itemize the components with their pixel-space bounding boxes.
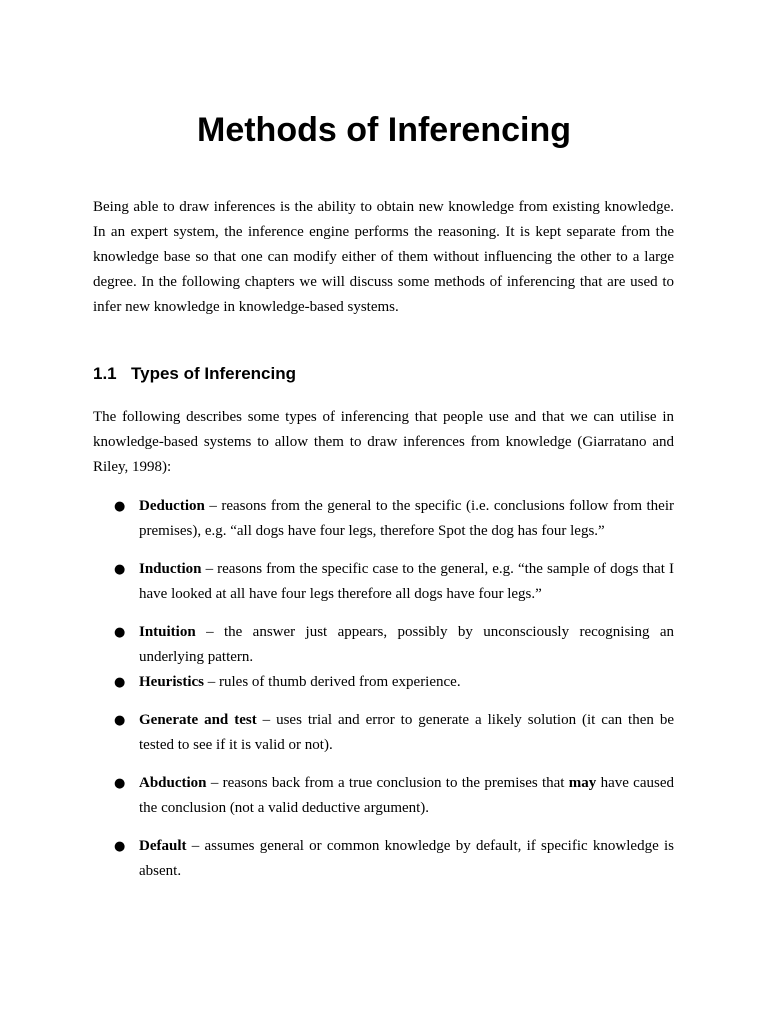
bullet-text: – reasons from the specific case to the general, e.g. “the sample of dogs that I have looked at all have four legs therefore all dogs have four legs.” bbox=[139, 561, 674, 602]
page-title: Methods of Inferencing bbox=[197, 110, 571, 149]
list-item-intuition bbox=[114, 620, 674, 670]
list-item-induction bbox=[114, 557, 674, 607]
list-item-heuristics bbox=[114, 670, 674, 695]
bullet-term: Induction bbox=[139, 561, 202, 577]
bullet-icon: ● bbox=[114, 562, 126, 577]
list-item-abduction bbox=[114, 771, 674, 821]
bullet-icon: ● bbox=[114, 675, 126, 690]
bullet-icon: ● bbox=[114, 776, 126, 791]
bullet-text: – the answer just appears, possibly by unconsciously recognising an underlying pattern. bbox=[139, 624, 674, 665]
bullet-text: – rules of thumb derived from experience. bbox=[204, 674, 461, 690]
bullet-icon: ● bbox=[114, 625, 126, 640]
bullet-term: Deduction bbox=[139, 498, 205, 514]
bullet-term: Generate and test bbox=[139, 712, 257, 728]
list-item-generate-and-test bbox=[114, 708, 674, 758]
bullet-term: Heuristics bbox=[139, 674, 204, 690]
bullet-emphasis: may bbox=[568, 775, 597, 791]
bullet-term: Abduction bbox=[139, 775, 207, 791]
bullet-text: – reasons from the general to the specific (i.e. conclusions follow from their premises), e.g. “all dogs have four legs, therefore Spot the dog has four legs.” bbox=[139, 498, 674, 539]
bullet-term: Intuition bbox=[139, 624, 196, 640]
bullet-text: – assumes general or common knowledge by default, if specific knowledge is absent. bbox=[139, 838, 674, 879]
bullet-icon: ● bbox=[114, 713, 126, 728]
bullet-text-before: – reasons back from a true conclusion to the premises that bbox=[206, 775, 569, 791]
bullet-icon: ● bbox=[114, 499, 126, 514]
section-paragraph: The following describes some types of inferencing that people use and that we can utilise in knowledge-based systems to allow them to draw inferences from knowledge (Giarratano and Riley, 1998): bbox=[93, 409, 674, 475]
bullet-icon: ● bbox=[114, 839, 126, 854]
bullet-text: – uses trial and error to generate a likely solution (it can then be tested to see if it is valid or not). bbox=[139, 712, 674, 753]
section-heading bbox=[93, 362, 674, 386]
list-item-default bbox=[114, 834, 674, 884]
bullet-text-after: have caused the conclusion (not a valid deductive argument). bbox=[139, 775, 674, 816]
bullet-term: Default bbox=[139, 838, 187, 854]
section-title: Types of Inferencing bbox=[131, 364, 296, 383]
intro-paragraph: Being able to draw inferences is the ability to obtain new knowledge from existing knowledge. In an expert system, the inference engine performs the reasoning. It is kept separate from the knowledge base so that one can modify either of them without influencing the other to a large degree. In the following chapters we will discuss some methods of inferencing that are used to infer new knowledge in knowledge-based systems. bbox=[93, 199, 674, 315]
list-item-deduction bbox=[114, 494, 674, 544]
section-number: 1.1 bbox=[93, 364, 117, 383]
